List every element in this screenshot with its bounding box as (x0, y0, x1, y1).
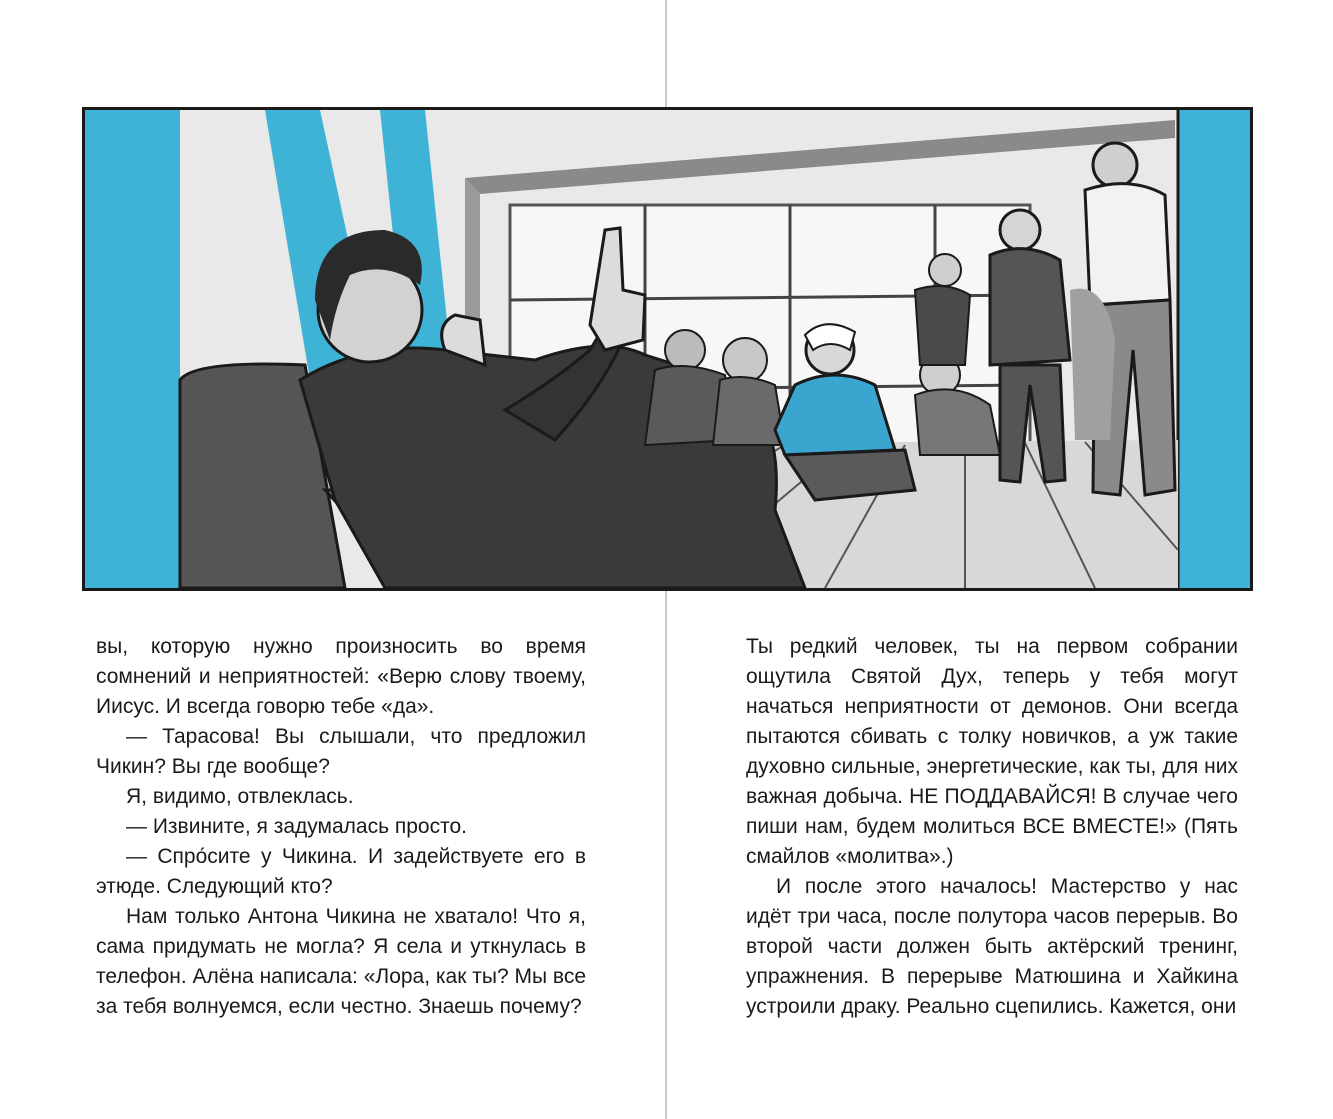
blue-sweater (775, 375, 895, 455)
right-page-text (746, 632, 1238, 1022)
left-paragraph-5: — Спро́сите у Чикина. И задействуете его в этюде. Следующий кто? (96, 845, 586, 898)
left-paragraph-3: Я, видимо, отвлеклась. (126, 785, 354, 808)
rehearsal-illustration (82, 107, 1253, 591)
left-paragraph-4: — Извините, я задумалась просто. (126, 815, 467, 838)
blue-curtain-right (1178, 110, 1250, 588)
rehearsal-scene-drawing (85, 110, 1250, 588)
left-paragraph-1: вы, которую нужно произносить во время сомнений и неприятностей: «Верю слову твоему, Иисус. И всегда говорю тебе «да». (96, 635, 586, 718)
blue-light-beam-left (85, 110, 180, 588)
right-paragraph-2: И после этого началось! Мастерство у нас идёт три часа, после полутора часов перерыв. Во второй части должен быть актёрский тренинг, упражнения. В перерыве Матюшина и Хайкина устроили драку. Реально сцепились. Кажется, они (746, 875, 1238, 1018)
right-paragraph-1: Ты редкий человек, ты на первом собрании ощутила Святой Дух, теперь у тебя могут начаться неприятности от демонов. Они всегда пытаются сбивать с толку новичков, а уж такие духовно сильные, энергетические, как ты, для них важная добыча. НЕ ПОДДАВАЙСЯ! В случае чего пиши нам, будем молиться ВСЕ ВМЕСТЕ!» (Пять смайлов «молитва».) (746, 635, 1238, 868)
left-page-text (96, 632, 586, 1022)
left-paragraph-6: Нам только Антона Чикина не хватало! Что я, сама придумать не могла? Я села и уткнулась в телефон. Алёна написала: «Лора, как ты? Мы все за тебя волнуемся, если честно. Знаешь почему? (96, 905, 586, 1018)
left-paragraph-2: — Тарасова! Вы слышали, что предложил Чикин? Вы где вообще? (96, 725, 586, 778)
